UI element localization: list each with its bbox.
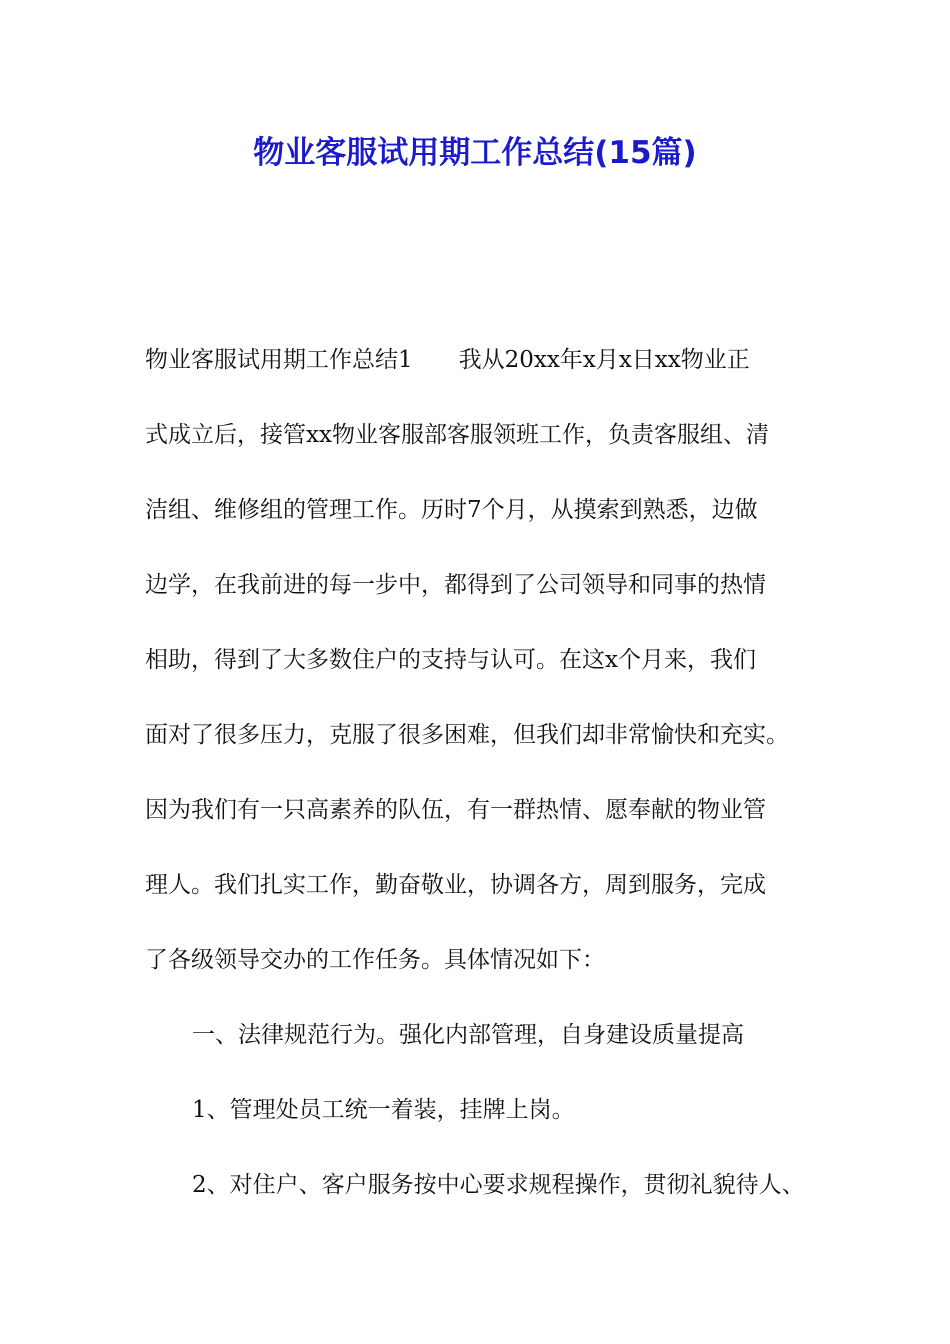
body-line: 物业客服试用期工作总结1 我从20xx年x月x日xx物业正 <box>145 347 750 373</box>
body-line: 边学，在我前进的每一步中，都得到了公司领导和同事的热情 <box>145 572 766 598</box>
body-line: 理人。我们扎实工作，勤奋敬业，协调各方，周到服务，完成 <box>145 872 766 898</box>
body-line: 式成立后，接管xx物业客服部客服领班工作，负责客服组、清 <box>145 422 769 448</box>
body-line: 洁组、维修组的管理工作。历时7个月，从摸索到熟悉，边做 <box>145 497 758 523</box>
body-line: 面对了很多压力，克服了很多困难，但我们却非常愉快和充实。 <box>145 722 789 748</box>
body-line: 因为我们有一只高素养的队伍，有一群热情、愿奉献的物业管 <box>145 797 766 823</box>
list-item: 1、管理处员工统一着装，挂牌上岗。 <box>192 1097 575 1123</box>
document-title: 物业客服试用期工作总结(15篇) <box>253 135 697 171</box>
list-item: 2、对住户、客户服务按中心要求规程操作，贯彻礼貌待人、 <box>192 1172 805 1198</box>
body-line: 了各级领导交办的工作任务。具体情况如下： <box>145 947 605 973</box>
body-line: 相助，得到了大多数住户的支持与认可。在这x个月来，我们 <box>145 647 756 673</box>
section-heading: 一、法律规范行为。强化内部管理，自身建设质量提高 <box>192 1022 744 1048</box>
